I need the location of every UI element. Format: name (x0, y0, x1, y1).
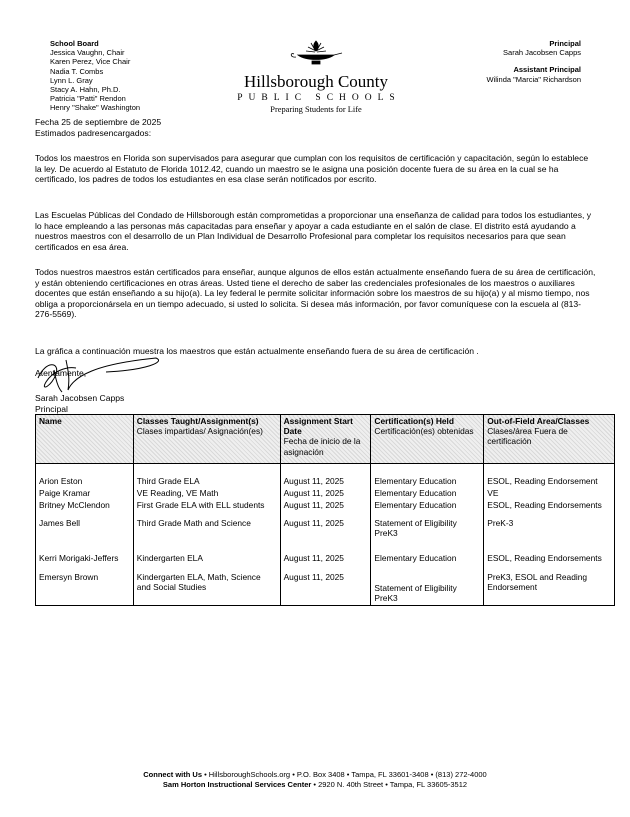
school-board-block (50, 39, 140, 113)
cell-oof: PreK-3 (484, 512, 615, 539)
school-board-title: School Board (50, 39, 99, 48)
cell-classes: First Grade ELA with ELL students (133, 499, 280, 511)
district-tagline: Preparing Students for Life (270, 105, 362, 114)
board-member: Lynn L. Gray (50, 75, 93, 85)
cell-cert: Elementary Education (371, 464, 484, 488)
cell-cert: Statement of Eligibility PreK3 (371, 564, 484, 605)
footer-line-2: Sam Horton Instructional Services Center • 2920 N. 40th Street • Tampa, FL 33605-3512 (162, 780, 468, 789)
paragraph-2: Las Escuelas Públicas del Condado de Hillsborough están comprometidas a proporcionar una enseñanza de calidad para todos los estudiantes, y lo hace empleando a las personas más capacitadas para enseñar y apoyar a cada estudiante en el salón de clase. El distrito está ayudando a nuestros maestros con el desarrollo de un Plan Individual de Desarrollo Profesional para completar los requisitos necesarios para que sean certificados en esa área. (35, 210, 592, 252)
cell-start: August 11, 2025 (280, 564, 371, 605)
district-logo (226, 37, 406, 115)
cell-cert: Statement of Eligibility PreK3 (371, 512, 484, 539)
principal-title: Principal (549, 39, 581, 48)
header-classes: Classes Taught/Assignment(s) Clases impartidas/ Asignación(es) (133, 415, 280, 464)
paragraph-3: Todos nuestros maestros están certificados para enseñar, aunque algunos de ellos están actualmente enseñando fuera de su área de certificación, y están obteniendo certificaciones en otras áreas. Usted tiene el derecho de saber las credenciales profesionales de los maestros o auxiliares docentes que están enseñando a su hijo(a). La ley federal le permite solicitar información sobre los maestros de su hijo(a) y al mismo tiempo, nos obliga a proporcionársela en un tiempo adecuado, si usted lo solicita. Si desea más información, por favor comuníquese con la escuela al (813-276-5569). (35, 267, 596, 320)
cell-cert: Elementary Education (371, 499, 484, 511)
header-start-date: Assignment Start Date Fecha de inicio de la asignación (280, 415, 371, 464)
cell-cert: Elementary Education (371, 539, 484, 564)
assistant-principal-title: Assistant Principal (513, 65, 581, 75)
cell-start: August 11, 2025 (280, 487, 371, 499)
principal-block (486, 39, 581, 84)
closing: Atentamente, (35, 368, 87, 378)
cell-oof: ESOL, Reading Endorsements (484, 539, 615, 564)
out-of-field-table (35, 414, 615, 606)
cell-start: August 11, 2025 (280, 539, 371, 564)
cell-start: August 11, 2025 (280, 499, 371, 511)
cell-classes: Kindergarten ELA (133, 539, 280, 564)
table-row (36, 487, 615, 499)
assistant-principal-name: Wilinda "Marcia" Richardson (486, 74, 581, 84)
cell-classes: VE Reading, VE Math (133, 487, 280, 499)
board-member: Karen Perez, Vice Chair (50, 57, 131, 67)
cell-oof: VE (484, 487, 615, 499)
header-out-of-field: Out-of-Field Area/Classes Clases/área Fuera de certificación (484, 415, 615, 464)
header-name: Name (36, 415, 134, 464)
board-member: Patricia "Patti" Rendon (50, 94, 126, 104)
board-member: Henry "Shake" Washington (50, 103, 141, 113)
cell-oof: ESOL, Reading Endorsement (484, 464, 615, 488)
cell-classes: Third Grade Math and Science (133, 512, 280, 539)
paragraph-1: Todos los maestros en Florida son supervisados para asegurar que cumplan con los requisitos de certificación y capacitación, según lo establece la ley. De acuerdo al Estatuto de Florida 1012.42, cuando un maestro se le asigna una posición docente fuera de su área en la cual se ha certificado, los padres de todos los estudiantes en esa clase serán notificados por escrito. (35, 153, 589, 185)
table-row (36, 564, 615, 605)
cell-name: Britney McClendon (36, 499, 134, 511)
cell-oof: ESOL, Reading Endorsements (484, 499, 615, 511)
table-row (36, 539, 615, 564)
cell-cert: Elementary Education (371, 487, 484, 499)
paragraph-4: La gráfica a continuación muestra los maestros que están actualmente enseñando fuera de su área de certificación . (35, 346, 479, 356)
cell-classes: Third Grade ELA (133, 464, 280, 488)
footer (0, 770, 630, 790)
district-subtitle: PUBLIC SCHOOLS (237, 93, 401, 103)
cell-classes: Kindergarten ELA, Math, Science and Social Studies (133, 564, 280, 605)
table-header-row (36, 415, 615, 464)
cell-name: Paige Kramar (36, 487, 134, 499)
table-row (36, 464, 615, 488)
lamp-of-learning-icon (286, 37, 346, 67)
letter-greeting: Estimados padresencargados: (35, 128, 152, 138)
table-row (36, 499, 615, 511)
signer-name: Sarah Jacobsen Capps (35, 393, 125, 403)
cell-name: Emersyn Brown (36, 564, 134, 605)
board-member: Stacy A. Hahn, Ph.D. (50, 85, 121, 95)
cell-name: James Bell (36, 512, 134, 539)
cell-name: Kerri Morigaki-Jeffers (36, 539, 134, 564)
header-certification: Certification(s) Held Certificación(es) obtenidas (371, 415, 484, 464)
cell-start: August 11, 2025 (280, 512, 371, 539)
cell-start: August 11, 2025 (280, 464, 371, 488)
cell-oof: PreK3, ESOL and Reading Endorsement (484, 564, 615, 605)
cell-name: Arion Eston (36, 464, 134, 488)
table-row (36, 512, 615, 539)
letter-date: Fecha 25 de septiembre de 2025 (35, 117, 162, 127)
signer-title: Principal (35, 404, 68, 414)
footer-line-1: Connect with Us • HillsboroughSchools.org • P.O. Box 3408 • Tampa, FL 33601-3408 • (813) 272-4000 (143, 770, 487, 779)
board-member: Nadia T. Combs (50, 66, 104, 76)
district-name: Hillsborough County (243, 72, 389, 91)
board-member: Jessica Vaughn, Chair (50, 48, 125, 58)
principal-name: Sarah Jacobsen Capps (503, 48, 581, 58)
